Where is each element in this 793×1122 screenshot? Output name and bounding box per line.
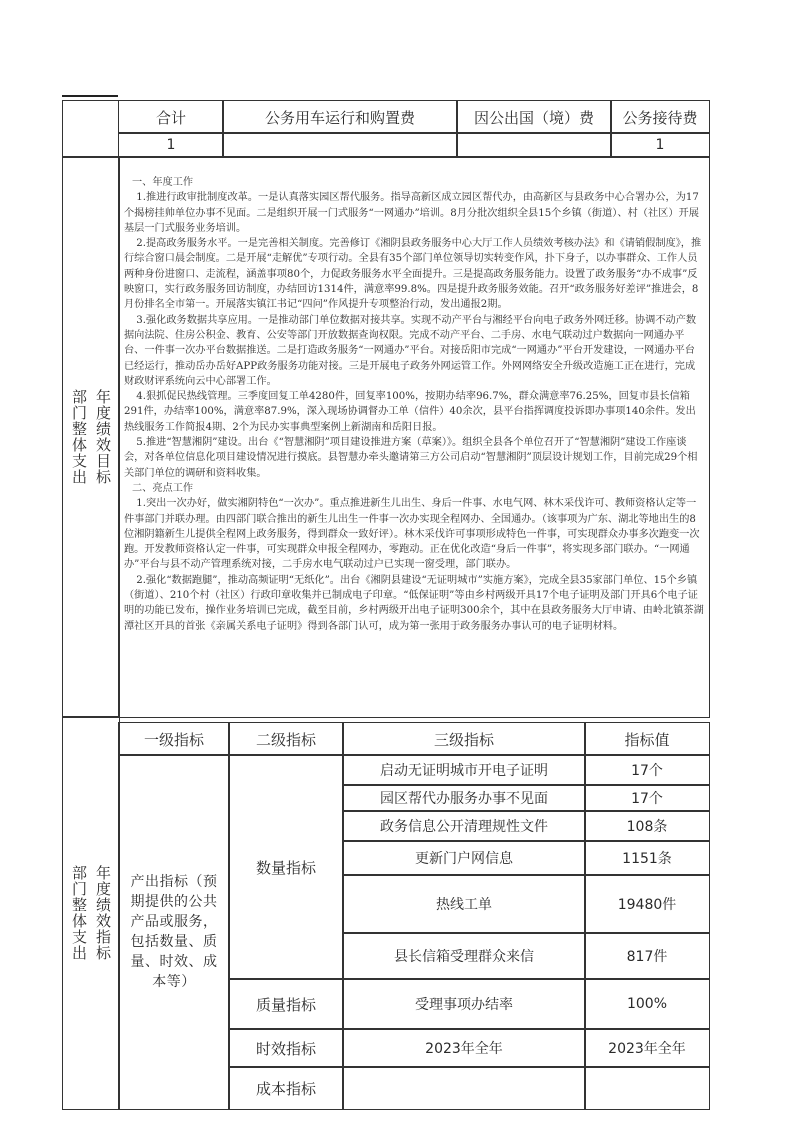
indicators-label-cell <box>62 716 120 1110</box>
level3-cell: 启动无证明城市开电子证明 <box>342 754 586 786</box>
level3-cell: 县长信箱受理群众来信 <box>342 932 586 980</box>
header-value: 指标值 <box>584 722 710 756</box>
left-border-top <box>62 100 120 158</box>
level3-cell: 2023年全年 <box>342 1028 586 1068</box>
paragraph: 4.狠抓促民热线管理。三季度回复工单4280件，回复率100%，按期办结率96.7%，群众满意率76.25%，回复市县长信箱291件，办结率100%，满意率87.9%，深入现场协调督办工单（信件）40余次，县平台指挥调度投诉即办事项140余件。发出热线服务工作简报4期、2个为民办实事典型案例上新湖南和岳阳日报。 <box>124 391 696 433</box>
value-cell: 17个 <box>584 784 710 812</box>
value-cell: 2023年全年 <box>584 1028 710 1068</box>
value-cell: 108条 <box>584 810 710 842</box>
budget-header-total: 合计 <box>118 100 224 134</box>
indicators-label-col2: 部门整体支出 <box>70 865 88 961</box>
overall-narrative <box>124 175 704 634</box>
level2-cost: 成本指标 <box>228 1066 344 1110</box>
level3-cell <box>342 1066 586 1110</box>
value-cell: 19480件 <box>584 874 710 934</box>
budget-header-reception: 公务接待费 <box>610 100 710 134</box>
level1-output-indicator: 产出指标（预期提供的公共产品或服务，包括数量、质量、时效、成本等） <box>118 754 230 1110</box>
header-level3: 三级指标 <box>342 722 586 756</box>
value-cell: 17个 <box>584 754 710 786</box>
budget-header-abroad: 因公出国（境）费 <box>456 100 612 134</box>
level2-timeliness: 时效指标 <box>228 1028 344 1068</box>
header-level2: 二级指标 <box>228 722 344 756</box>
paragraph: 5.推进“智慧湘阴”建设。出台《“智慧湘阴”项目建设推进方案（草案）》。组织全县各个单位召开了“智慧湘阴”建设工作座谈会，对各单位信息化项目建设情况进行摸底。县智慧办牵头邀请第三方公司启动“智慧湘阴”顶层设计规划工作，目前完成29个相关部门单位的调研和资料收集。 <box>124 437 698 479</box>
level2-quality: 质量指标 <box>228 978 344 1030</box>
level3-cell: 政务信息公开清理规性文件 <box>342 810 586 842</box>
level3-cell: 受理事项办结率 <box>342 978 586 1030</box>
budget-value-vehicle <box>222 132 458 158</box>
budget-value-abroad <box>456 132 612 158</box>
indicators-label-col1: 年度绩效指标 <box>94 865 112 961</box>
paragraph: 3.强化政务数据共享应用。一是推动部门单位数据对接共享。实现不动产平台与湘经平台向电子政务外网迁移。协调不动产数据向法院、住房公积金、教育、公安等部门开放数据查询权限。完成不动产平台、二手房、水电气联动过户数据向一网通办平台、一件事一次办平台数据推送。二是打造政务服务“一网通办”平台。对接岳阳市完成“一网通办”平台开发建设，一网通办平台已经运行，推动岳办岳好APP政务服务功能对接。三是开展电子政务外网运管工作。外网网络安全升级改造施工正在进行，完成财政财评系统向云中心部署工作。 <box>124 314 697 387</box>
header-level1: 一级指标 <box>118 722 230 756</box>
budget-header-vehicle: 公务用车运行和购置费 <box>222 100 458 134</box>
paragraph: 1.推进行政审批制度改革。一是认真落实园区帮代服务。指导高新区成立园区帮代办，由高新区与县政务中心合署办公，为17个揭榜挂帅单位办事不见面。二是组织开展一门式服务“一网通办”培训。8月分批次组织全县15个乡镇（街道）、村（社区）开展基层一门式服务业务培训。 <box>124 192 699 234</box>
paragraph: 1.突出一次办好，做实湘阴特色“一次办”。重点推进新生儿出生、身后一件事、水电气网、林木采伐许可、教师资格认定等一件事部门并联办理。由四部门联合推出的新生儿出生一件事一次办实现全程网办、全国通办。（该事项为广东、湖北等地出生的8位湘阴籍新生儿提供全程网上政务服务，得到群众一致好评）。林木采伐许可事项形成特色一件事，可实现群众办事多次跑变一次跑。开发教师资格认定一件事，可实现群众申报全程网办，零跑动。正在优化改造“身后一件事”，将实现多部门联办。“一网通办”平台与县不动产管理系统对接，二手房水电气联动过户已实现一窗受理，部门联办。 <box>124 498 700 571</box>
level2-quantity: 数量指标 <box>228 754 344 980</box>
paragraph: 2.强化“数据跑腿”，推动高频证明“无纸化”。出台《湘阴县建设“无证明城市”实施方案》，完成全县35家部门单位、15个乡镇（街道）、210个村（社区）行政印章收集并已制成电子印章。“低保证明”等由乡村两级开具17个电子证明及部门开具6个电子证明的功能已发布，操作业务培训已完成，截至目前，乡村两级开出电子证明300余个，其中在县政务服务大厅申请、由岭北镇茶湖潭社区开具的首张《亲属关系电子证明》得到各部门认可，成为第一张用于政务服务办事认可的电子证明材料。 <box>124 574 704 632</box>
value-cell: 1151条 <box>584 840 710 876</box>
paragraph: 2.提高政务服务水平。一是完善相关制度。完善修订《湘阴县政务服务中心大厅工作人员绩效考核办法》和《请销假制度》，推行综合窗口晨会制度。二是开展“走解优”专项行动。全县有35个部门单位领导切实转变作风，扑下身子，以办事群众、工作人员两种身份进窗口、走流程，涵盖事项80个，力促政务服务水平全面提升。三是提高政务服务能力。设置了政务服务“办不成事”反映窗口，实行政务服务回访制度，办结回访1314件，满意率99.8%。四是提升政务服务效能。召开“政务服务好差评”推进会，8月份排名全市第一。开展落实镇江书记“四问”作风提升专项整治行动，发出通报2期。 <box>124 238 702 311</box>
value-cell: 817件 <box>584 932 710 980</box>
level3-cell: 更新门户网信息 <box>342 840 586 876</box>
value-cell: 100% <box>584 978 710 1030</box>
overall-label-cell <box>62 156 120 718</box>
overall-label-col1: 年度绩效目标 <box>94 389 112 485</box>
level3-cell: 园区帮代办服务办事不见面 <box>342 784 586 812</box>
header-rule <box>62 95 118 97</box>
level3-cell: 热线工单 <box>342 874 586 934</box>
value-cell <box>584 1066 710 1110</box>
budget-value-reception: 1 <box>610 132 710 158</box>
budget-value-total: 1 <box>118 132 224 158</box>
overall-label-col2: 部门整体支出 <box>70 389 88 485</box>
section-heading: 一、年度工作 <box>132 177 194 188</box>
section-heading: 二、亮点工作 <box>132 482 194 494</box>
